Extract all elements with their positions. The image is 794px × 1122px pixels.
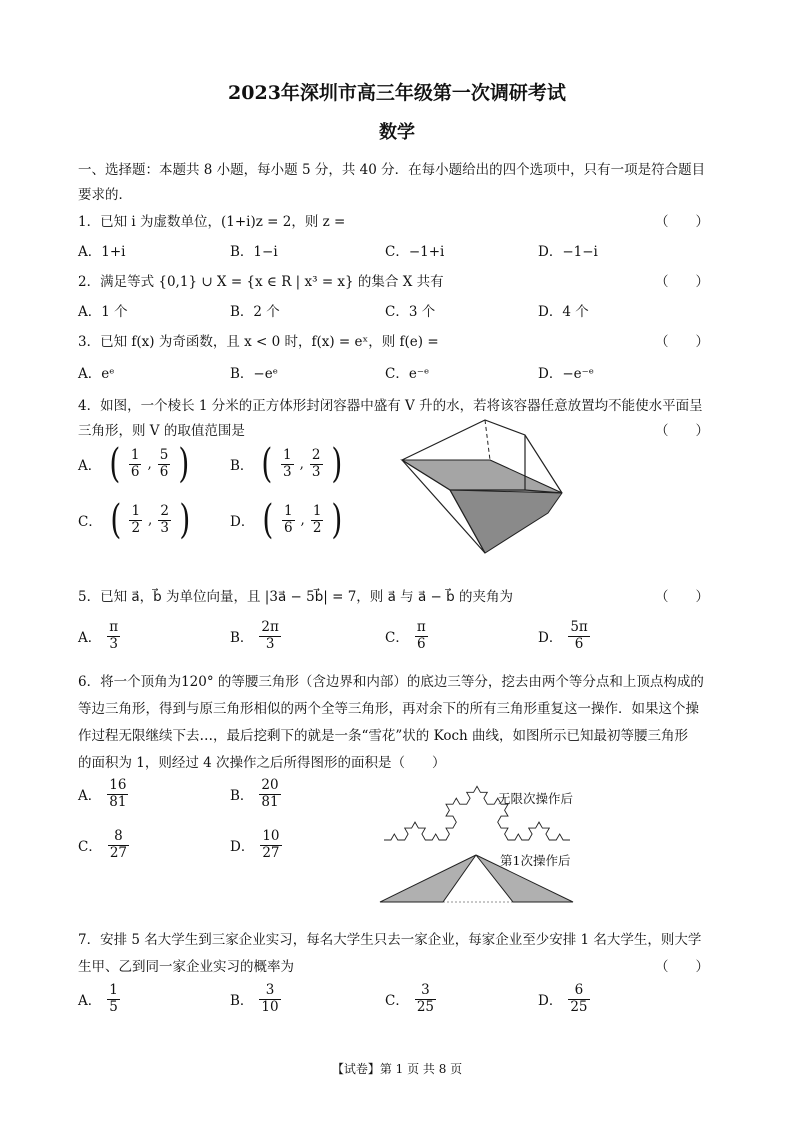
q2-option-d: D．4 个 [538, 304, 589, 320]
numerator: 3 [259, 983, 280, 1000]
denominator: 6 [159, 463, 169, 480]
denominator: 81 [109, 793, 127, 810]
q5-option-c [385, 620, 428, 652]
denominator: 25 [570, 998, 588, 1015]
q6-option-a [78, 778, 128, 810]
denominator: 6 [283, 519, 293, 536]
q6-option-d [230, 829, 282, 861]
q4-option-a-label: A． [78, 458, 102, 474]
fraction [260, 829, 281, 861]
section-instruction-line2: 要求的． [78, 187, 132, 203]
fraction [158, 448, 171, 480]
fraction [415, 983, 436, 1015]
q5-option-d-label: D． [538, 630, 563, 647]
q3-option-c: C．e⁻ᵉ [385, 366, 430, 382]
fraction [107, 983, 120, 1015]
q4-answer-paren[interactable]: （ ） [655, 423, 709, 439]
right-paren: ) [330, 441, 342, 487]
q2-option-c: C．3 个 [385, 304, 436, 320]
numerator: 1 [283, 446, 292, 463]
denominator: 6 [130, 463, 140, 480]
q4-option-c [78, 497, 193, 543]
denominator: 3 [109, 635, 118, 652]
fraction [259, 620, 280, 652]
denominator: 2 [131, 519, 141, 536]
denominator: 2 [312, 519, 322, 536]
fraction [108, 829, 129, 861]
numerator: 5π [570, 619, 588, 635]
denominator: 6 [574, 635, 584, 652]
denominator: 3 [160, 519, 169, 536]
q2-answer-paren[interactable]: （ ） [655, 274, 709, 290]
denominator: 27 [109, 844, 128, 861]
left-paren: ( [110, 497, 122, 543]
numerator: 1 [283, 502, 293, 519]
q1-option-d: D．−1−i [538, 244, 598, 260]
denominator: 25 [416, 998, 435, 1015]
q3-option-b: B．−eᵉ [230, 366, 278, 382]
fraction [129, 448, 142, 480]
comma: , [299, 456, 304, 472]
q7-option-c [385, 983, 436, 1015]
denominator: 10 [261, 998, 279, 1015]
q6-stem-line3: 作过程无限继续下去…，最后挖剩下的就是一条“雪花”状的 Koch 曲线，如图所示已知最初等腰三角形 [78, 728, 688, 744]
page-footer: 【试卷】第 1 页 共 8 页 [331, 1062, 463, 1076]
q4-option-c-label: C． [78, 514, 102, 530]
section-instruction-line1: 一、选择题：本题共 8 小题，每小题 5 分，共 40 分．在每小题给出的四个选项中，只有一项是符合题目 [78, 162, 706, 178]
q4-option-a [78, 441, 192, 487]
left-paren: ( [262, 497, 274, 543]
q1-stem: 1．已知 i 为虚数单位，(1+i)z = 2，则 z = [78, 214, 346, 230]
denominator: 5 [109, 998, 118, 1015]
q2-option-a: A．1 个 [78, 304, 128, 320]
numerator: 16 [109, 777, 127, 793]
denominator: 3 [265, 635, 275, 652]
q3-answer-paren[interactable]: （ ） [655, 334, 709, 350]
exam-title: 2023年深圳市高三年级第一次调研考试 [228, 82, 566, 104]
fraction [158, 504, 171, 536]
q5-option-a-label: A． [78, 630, 102, 647]
comma: , [300, 512, 305, 528]
q4-stem-line2: 三角形，则 V 的取值范围是 [78, 423, 245, 439]
left-paren: ( [109, 441, 121, 487]
q4-option-d [230, 497, 345, 543]
fraction [310, 448, 323, 480]
q7-option-b [230, 983, 281, 1015]
q6-option-b [230, 778, 281, 810]
q4-option-d-label: D． [230, 514, 255, 530]
q6-option-a-label: A． [78, 788, 102, 805]
numerator: 8 [108, 829, 129, 846]
q4-stem-line1: 4．如图，一个棱长 1 分米的正方体形封闭容器中盛有 V 升的水，若将该容器任意放置均不能使水平面呈 [78, 398, 703, 414]
q7-option-a [78, 983, 120, 1015]
water-top-face [402, 460, 562, 493]
koch-label-first: 第1次操作后 [500, 853, 571, 868]
denominator: 6 [416, 635, 426, 652]
numerator: 6 [568, 983, 589, 1000]
q4-option-b-label: B． [230, 458, 254, 474]
fraction [129, 504, 142, 536]
fraction [568, 983, 589, 1015]
right-paren: ) [179, 497, 191, 543]
numerator: 10 [262, 828, 280, 844]
q1-answer-paren[interactable]: （ ） [655, 214, 709, 230]
numerator: π [109, 619, 119, 635]
numerator: 1 [109, 982, 118, 998]
q6-option-d-label: D． [230, 839, 255, 856]
fraction [259, 983, 280, 1015]
cube-edge [485, 420, 490, 460]
q3-option-a: A．eᵉ [78, 366, 115, 382]
fraction [282, 504, 295, 536]
q7-option-a-label: A． [78, 993, 102, 1010]
q2-stem: 2．满足等式 {0,1} ∪ X = {x ∈ R | x³ = x} 的集合 X 共有 [78, 274, 444, 290]
numerator: 20 [261, 777, 279, 793]
denominator: 27 [262, 844, 280, 861]
numerator: π [416, 619, 426, 635]
q6-stem-line4: 的面积为 1，则经过 4 次操作之后所得图形的面积是（ ） [78, 755, 446, 771]
q6-stem-line1: 6．将一个顶角为120° 的等腰三角形（含边界和内部）的底边三等分，挖去由两个等分点和上顶点构成的 [78, 674, 704, 690]
numerator: 1 [130, 446, 140, 463]
numerator: 5 [159, 446, 169, 463]
fraction [107, 620, 120, 652]
fraction [281, 448, 294, 480]
q3-stem: 3．已知 f(x) 为奇函数，且 x < 0 时，f(x) = eˣ，则 f(e) = [78, 334, 439, 350]
q3-option-d: D．−e⁻ᵉ [538, 366, 594, 382]
q7-stem-line2: 生甲、乙到同一家企业实习的概率为 [78, 959, 294, 975]
q5-option-a [78, 620, 120, 652]
q6-option-b-label: B． [230, 788, 254, 805]
q1-option-b: B．1−i [230, 244, 278, 260]
q7-stem-line1: 7．安排 5 名大学生到三家企业实习，每名大学生只去一家企业，每家企业至少安排 1 名大学生，则大学 [78, 932, 702, 948]
q6-option-c [78, 829, 129, 861]
q7-option-d-label: D． [538, 993, 563, 1010]
q6-option-c-label: C． [78, 839, 102, 856]
q5-option-b [230, 620, 281, 652]
numerator: 2π [261, 619, 279, 635]
right-paren: ) [178, 441, 190, 487]
q5-answer-paren[interactable]: （ ） [655, 589, 709, 605]
q4-option-b [230, 441, 344, 487]
numerator: 2 [160, 502, 169, 519]
numerator: 3 [415, 983, 436, 1000]
comma: , [147, 456, 152, 472]
denominator: 3 [283, 463, 292, 480]
first-op-left-triangle [380, 855, 476, 902]
fraction [568, 620, 589, 652]
q5-option-b-label: B． [230, 630, 254, 647]
q1-option-c: C．−1+i [385, 244, 445, 260]
subject-title: 数学 [379, 122, 415, 143]
q1-option-a: A．1+i [78, 244, 126, 260]
fraction [259, 778, 280, 810]
fraction [415, 620, 428, 652]
q7-answer-paren[interactable]: （ ） [655, 959, 709, 975]
numerator: 1 [312, 502, 322, 519]
numerator: 1 [131, 502, 141, 519]
q7-option-b-label: B． [230, 993, 254, 1010]
q5-stem: 5．已知 a⃗，b⃗ 为单位向量，且 |3a⃗ − 5b⃗| = 7，则 a⃗ 与 a⃗ − b⃗ 的夹角为 [78, 589, 513, 605]
fraction [311, 504, 324, 536]
q5-option-c-label: C． [385, 630, 409, 647]
denominator: 81 [261, 793, 279, 810]
comma: , [148, 512, 153, 528]
right-paren: ) [331, 497, 343, 543]
left-paren: ( [261, 441, 273, 487]
koch-label-infinite: 无限次操作后 [498, 791, 574, 806]
q7-option-d [538, 983, 590, 1015]
q5-option-d [538, 620, 590, 652]
denominator: 3 [311, 463, 321, 480]
cube-figure [390, 415, 580, 560]
q6-stem-line2: 等边三角形，得到与原三角形相似的两个全等三角形，再对余下的所有三角形重复这一操作．如果这个操 [78, 701, 699, 717]
fraction [107, 778, 128, 810]
q7-option-c-label: C． [385, 993, 409, 1010]
numerator: 2 [311, 446, 321, 463]
q2-option-b: B．2 个 [230, 304, 280, 320]
